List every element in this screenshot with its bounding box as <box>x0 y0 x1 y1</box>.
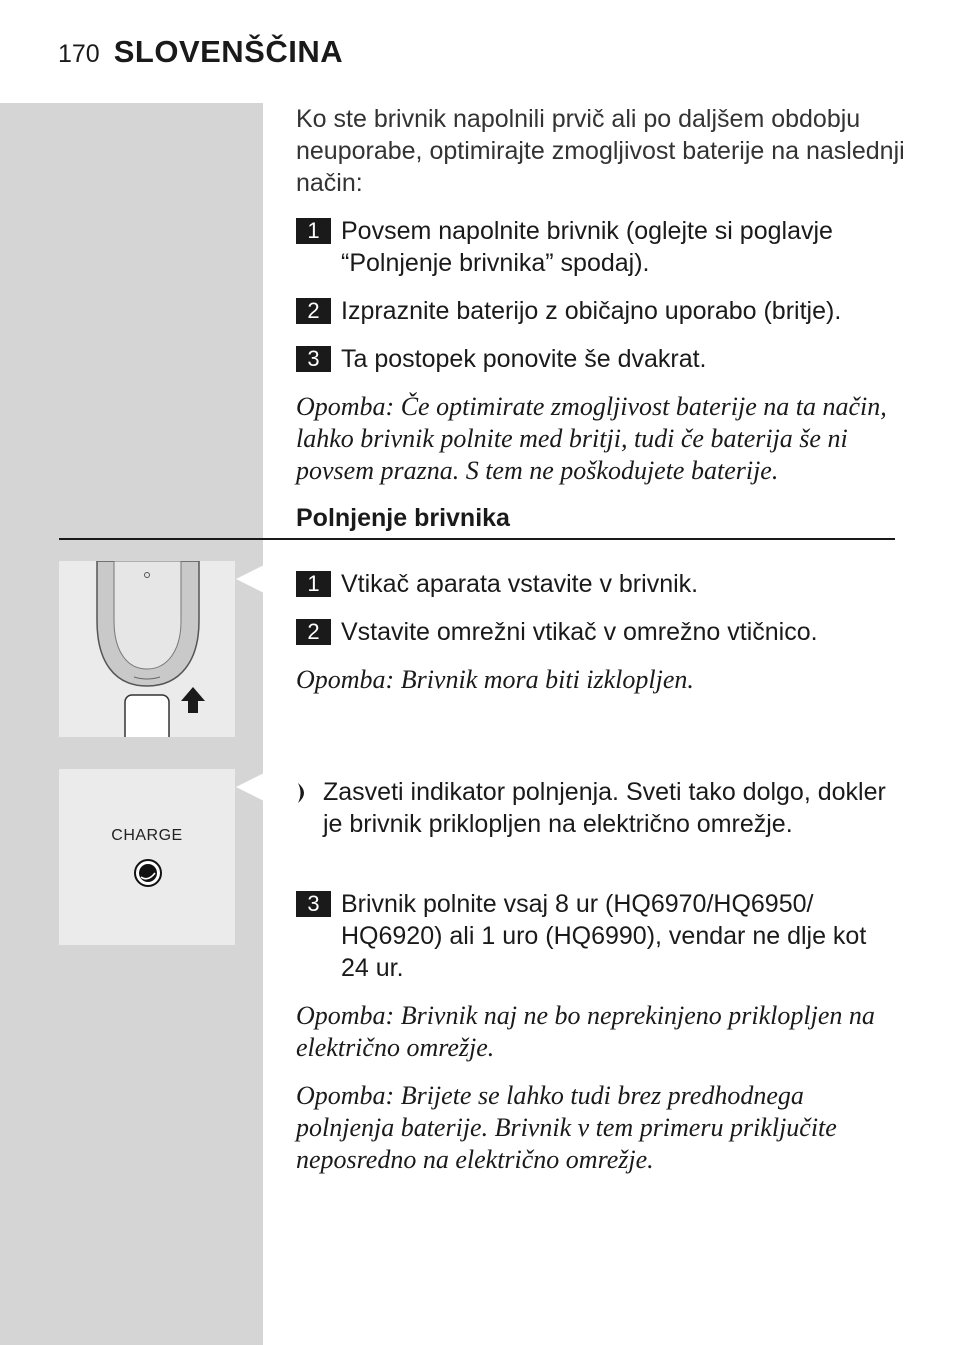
optimize-step-3 <box>296 343 896 375</box>
shaver-plug-drawing <box>59 561 235 737</box>
shaver-plug-illustration <box>59 561 235 737</box>
section-divider <box>59 538 895 540</box>
step-number: 3 <box>296 346 331 372</box>
callout-pointer <box>236 773 264 801</box>
note-continuous-connection: Opomba: Brivnik naj ne bo neprekinjeno priklopljen na električno omrežje. <box>296 1001 875 1062</box>
page-number: 170 <box>58 40 100 68</box>
charge-light-icon <box>59 769 235 945</box>
step-text: Vtikač aparata vstavite v brivnik. <box>341 570 699 598</box>
bullet-text: Zasveti indikator polnjenja. Sveti tako dolgo, dokler je brivnik priklopljen na električno omrežje. <box>323 778 886 838</box>
bullet-icon <box>296 783 312 803</box>
step-text: Povsem napolnite brivnik (oglejte si poglavje “Polnjenje brivnika” spodaj). <box>341 217 833 277</box>
charging-step-2 <box>296 616 896 648</box>
step-number: 2 <box>296 619 331 645</box>
note-switched-off: Opomba: Brivnik mora biti izklopljen. <box>296 665 694 694</box>
section-heading-charging: Polnjenje brivnika <box>296 504 510 532</box>
step-number: 1 <box>296 571 331 597</box>
charging-bullet <box>296 776 896 840</box>
intro-paragraph: Ko ste brivnik napolnili prvič ali po daljšem obdobju neuporabe, optimirajte zmogljivost baterije na naslednji način: <box>296 105 905 197</box>
step-text: Izpraznite baterijo z običajno uporabo (britje). <box>341 297 842 325</box>
step-number: 3 <box>296 891 331 917</box>
step-number: 2 <box>296 298 331 324</box>
optimize-step-1 <box>296 215 896 279</box>
optimize-step-2 <box>296 295 896 327</box>
section-title: SLOVENŠČINA <box>113 34 344 69</box>
note-direct-mains: Opomba: Brijete se lahko tudi brez predhodnega polnjenja baterije. Brivnik v tem primeru priključite neposredno na električno omrežje. <box>296 1081 837 1174</box>
arrow-up-icon <box>181 687 205 713</box>
step-number: 1 <box>296 218 331 244</box>
callout-pointer <box>236 565 264 593</box>
step-text: Vstavite omrežni vtikač v omrežno vtičnico. <box>341 618 818 646</box>
charge-label: CHARGE <box>111 827 183 844</box>
note-optimize: Opomba: Če optimirate zmogljivost baterije na ta način, lahko brivnik polnite med britji, tudi če baterija še ni povsem prazna. S tem ne poškodujete baterije. <box>296 392 887 485</box>
page-header <box>58 34 343 70</box>
step-text: Ta postopek ponovite še dvakrat. <box>341 345 707 373</box>
step-text: Brivnik polnite vsaj 8 ur (HQ6970/HQ6950/ HQ6920) ali 1 uro (HQ6990), vendar ne dlje kot 24 ur. <box>341 890 867 982</box>
charge-indicator-illustration <box>59 769 235 945</box>
charging-step-3 <box>296 888 896 984</box>
charging-step-1 <box>296 568 896 600</box>
